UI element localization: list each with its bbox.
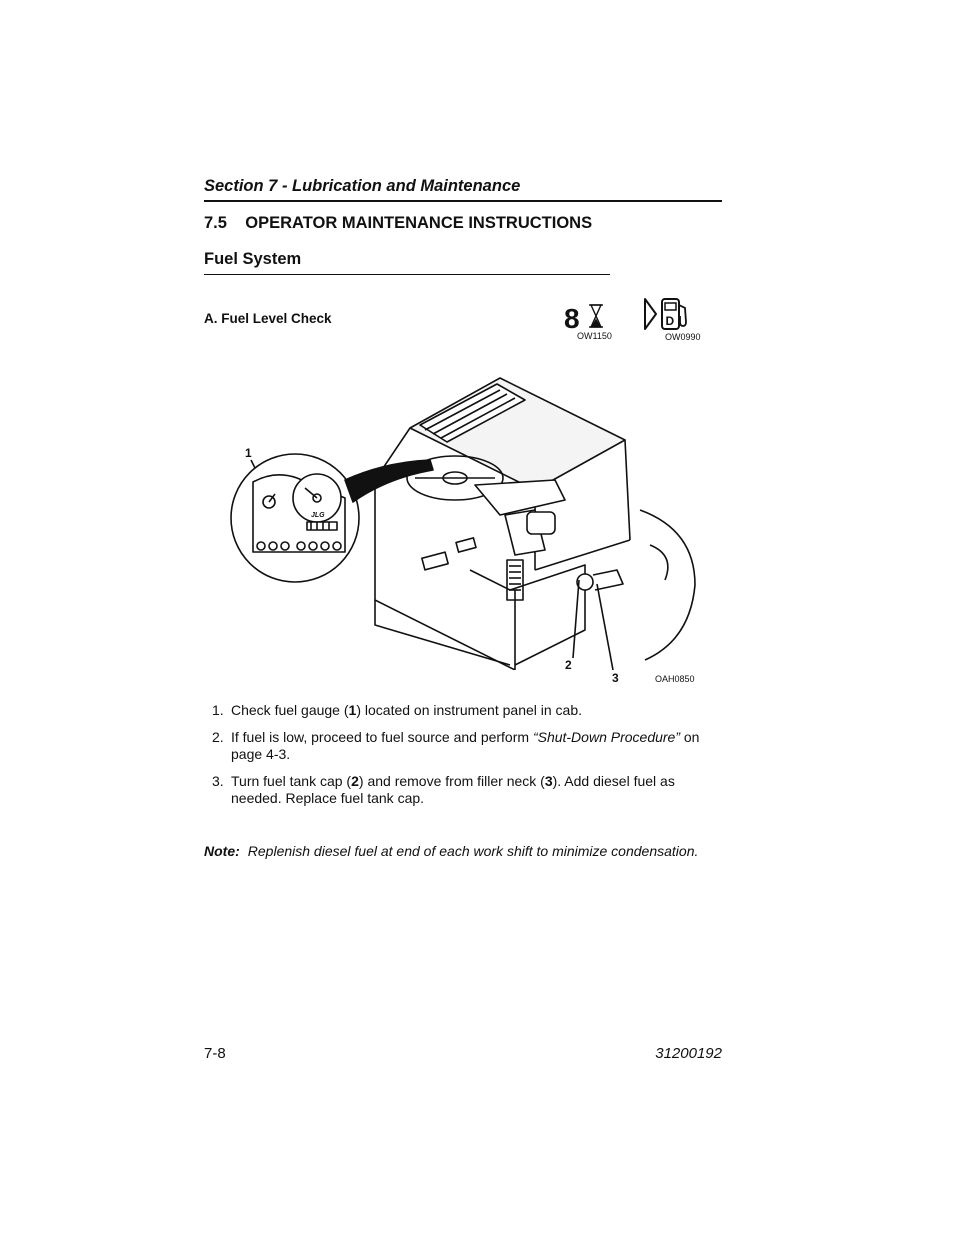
callout-1: 1 [245, 446, 252, 460]
svg-text:D: D [665, 314, 675, 328]
gauge-brand-label: JLG [311, 512, 325, 519]
sub-heading-rule [204, 274, 610, 275]
heading-number: 7.5 [204, 214, 227, 232]
document-number: 31200192 [655, 1045, 722, 1062]
svg-text:8: 8 [564, 303, 580, 332]
note-text: Replenish diesel fuel at end of each work shift to minimize condensation. [247, 843, 699, 859]
header-rule [204, 200, 722, 202]
section-header: Section 7 - Lubrication and Maintenance [204, 177, 521, 195]
interval-icon-code: OW1150 [577, 331, 612, 341]
callout-3: 3 [612, 671, 619, 685]
figure-code: OAH0850 [655, 674, 695, 684]
note [204, 843, 744, 859]
sub-heading: Fuel System [204, 250, 302, 268]
cab-illustration [225, 370, 705, 675]
diesel-fuel-pump-icon [641, 296, 693, 337]
section-heading [204, 214, 592, 233]
procedure-steps [204, 702, 724, 817]
step-item: 2. If fuel is low, proceed to fuel source and perform “Shut-Down Procedure” on page 4-3. [212, 729, 700, 762]
fuel-icon-code: OW0990 [665, 332, 701, 342]
page-number: 7-8 [204, 1045, 226, 1062]
procedure-heading: A. Fuel Level Check [204, 311, 332, 326]
step-item: 1. Check fuel gauge (1) located on instrument panel in cab. [212, 702, 583, 718]
step-item: 3. Turn fuel tank cap (2) and remove from filler neck (3). Add diesel fuel as needed. Replace fuel tank cap. [212, 773, 675, 806]
note-label: Note: [204, 843, 240, 859]
heading-title: OPERATOR MAINTENANCE INSTRUCTIONS [245, 214, 593, 232]
callout-2: 2 [565, 658, 572, 672]
